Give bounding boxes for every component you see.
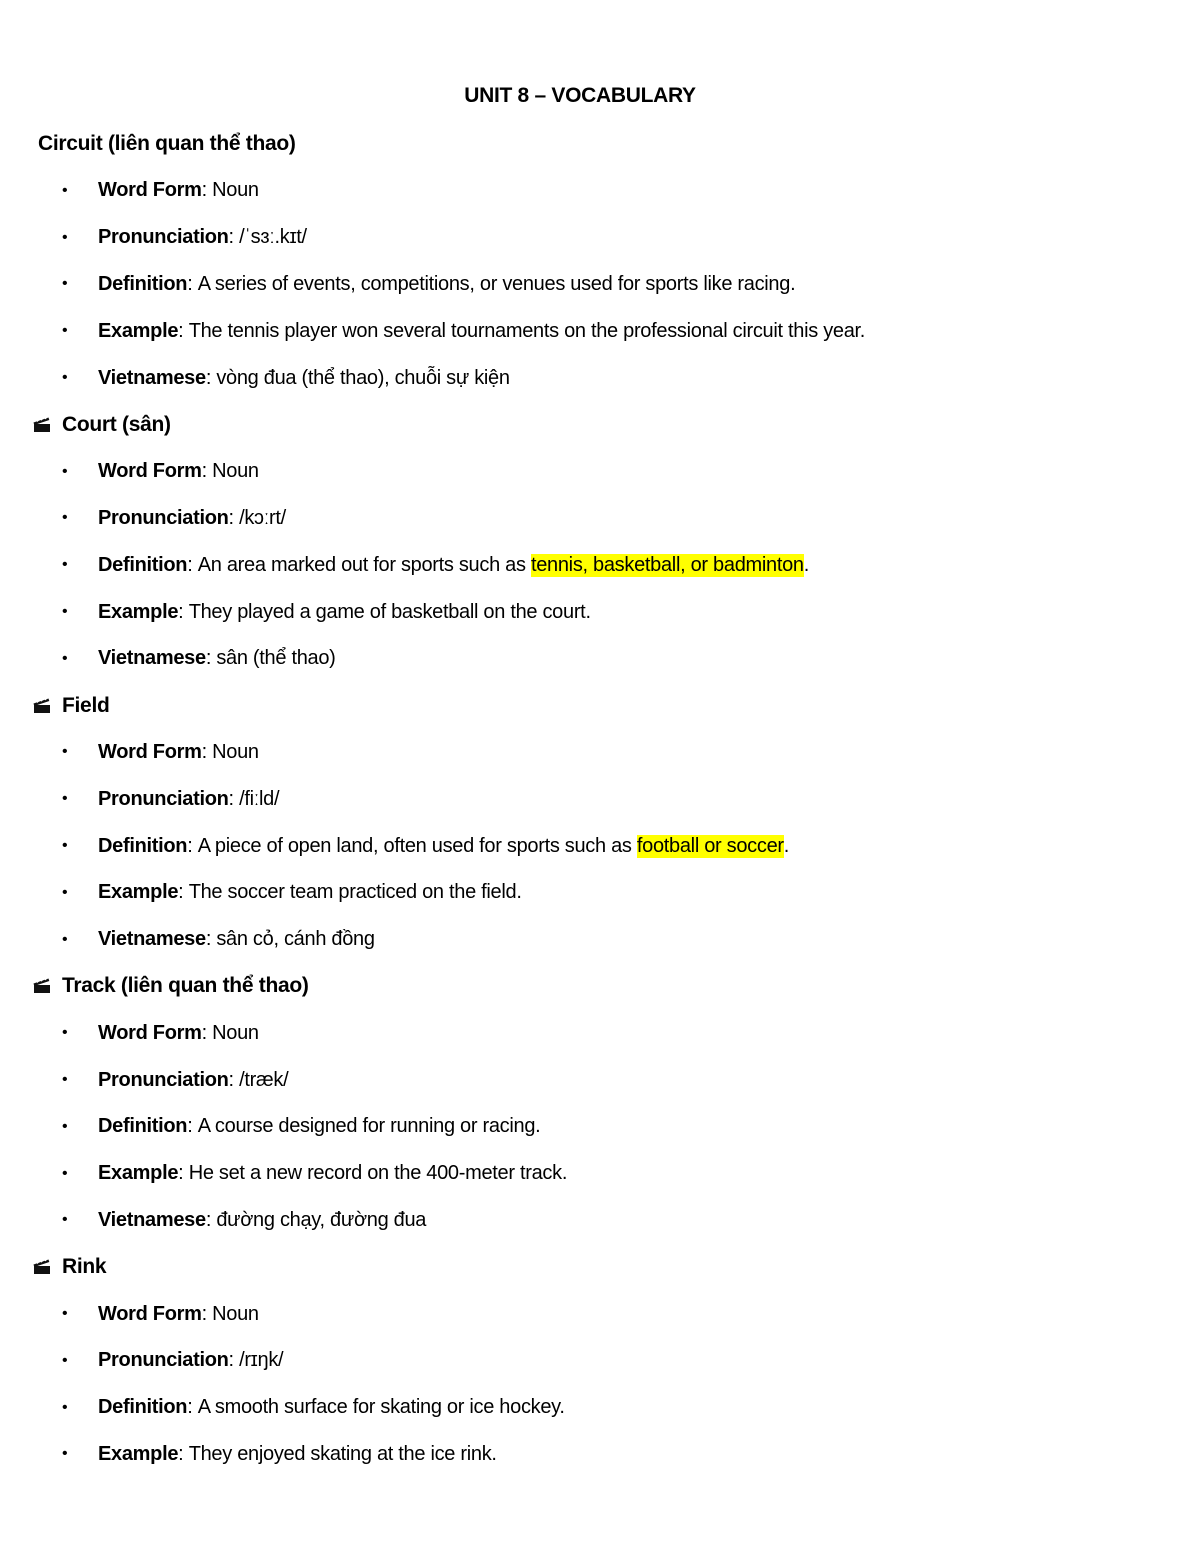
clapperboard-icon [32, 415, 52, 435]
list-item [62, 270, 795, 298]
bullet-icon: • [62, 1305, 68, 1322]
item-value: /kɔːrt/ [239, 506, 286, 529]
item-separator: : [187, 834, 198, 857]
item-value-end: . [803, 553, 810, 576]
item-separator: : [228, 787, 240, 810]
item-label: Pronunciation [98, 787, 229, 810]
bullet-icon: • [62, 790, 68, 808]
bullet-icon: • [62, 603, 68, 620]
item-label: Vietnamese [98, 1208, 206, 1231]
bullet-icon: • [62, 462, 68, 480]
item-value: The tennis player won several tournaments on the professional circuit this year. [188, 319, 866, 342]
item-label: Example [98, 1162, 179, 1185]
item-label: Pronunciation [98, 1349, 229, 1372]
item-label: Vietnamese [98, 647, 206, 670]
item-value: sân (thể thao) [216, 647, 336, 670]
item-value: He set a new record on the 400-meter track. [188, 1162, 568, 1185]
item-label: Word Form [98, 1021, 202, 1044]
item-separator: : [187, 272, 198, 295]
list-item [62, 738, 259, 766]
item-value: Noun [212, 460, 259, 483]
bullet-icon: • [62, 1398, 68, 1416]
section-heading-text: Circuit (liên quan thể thao) [38, 132, 296, 155]
item-label: Definition [98, 1396, 188, 1419]
bullet-icon: • [62, 930, 68, 948]
item-separator: : [228, 226, 240, 249]
bullet-icon: • [62, 883, 68, 901]
bullet-icon: • [62, 275, 68, 293]
item-separator: : [228, 506, 240, 529]
list-item [62, 458, 259, 486]
list-item [62, 1440, 497, 1468]
item-separator: : [205, 647, 217, 670]
item-value: /rɪŋk/ [239, 1349, 284, 1372]
list-item [62, 504, 286, 532]
item-value: The soccer team practiced on the field. [188, 881, 522, 904]
bullet-icon: • [62, 1071, 68, 1088]
item-label: Example [98, 319, 179, 342]
section-heading-text: Field [62, 693, 110, 717]
item-value: A smooth surface for skating or ice hockey. [197, 1396, 565, 1419]
list-item [62, 879, 522, 907]
item-label: Pronunciation [98, 226, 229, 249]
item-value: A series of events, competitions, or venues used for sports like racing. [197, 272, 796, 295]
section-heading [32, 692, 110, 720]
item-value: /ˈsɜː.kɪt/ [239, 226, 307, 249]
item-separator: : [205, 1208, 217, 1231]
list-item [62, 1206, 426, 1234]
item-separator: : [201, 460, 213, 483]
list-item [62, 1066, 288, 1094]
bullet-icon: • [62, 1164, 68, 1182]
bullet-icon: • [62, 1445, 68, 1463]
item-separator: : [178, 319, 189, 342]
bullet-icon: • [62, 837, 68, 854]
item-value: /fiːld/ [239, 787, 280, 810]
item-label: Pronunciation [98, 506, 229, 529]
item-value: Noun [212, 1021, 259, 1044]
bullet-icon: • [62, 556, 68, 574]
list-item [62, 785, 279, 813]
list-item [62, 364, 510, 392]
item-label: Example [98, 881, 179, 904]
section-heading [32, 972, 309, 1000]
item-value: đường chạy, đường đua [216, 1208, 427, 1231]
bullet-icon: • [62, 509, 68, 527]
bullet-icon: • [62, 1351, 68, 1369]
list-item [62, 1300, 259, 1328]
item-value: /træk/ [239, 1068, 289, 1091]
list-item [62, 1019, 259, 1047]
list-item [62, 926, 375, 954]
item-value-end: . [783, 834, 790, 857]
item-label: Word Form [98, 460, 202, 483]
item-separator: : [228, 1349, 240, 1372]
item-value: sân cỏ, cánh đồng [216, 928, 375, 951]
item-separator: : [201, 1021, 213, 1044]
bullet-icon: • [62, 1117, 68, 1135]
item-separator: : [201, 740, 213, 763]
item-label: Word Form [98, 1302, 202, 1325]
list-item [62, 1113, 540, 1141]
item-label: Vietnamese [98, 928, 206, 951]
section-heading-text: Track (liên quan thể thao) [62, 974, 309, 998]
item-label: Definition [98, 834, 188, 857]
item-label: Word Form [98, 740, 202, 763]
bullet-icon: • [62, 369, 68, 386]
item-label: Example [98, 600, 179, 623]
list-item [62, 1347, 283, 1375]
item-label: Word Form [98, 179, 202, 202]
item-separator: : [178, 881, 189, 904]
bullet-icon: • [62, 228, 68, 246]
item-separator: : [205, 366, 217, 389]
bullet-icon: • [62, 1024, 68, 1042]
item-value: An area marked out for sports such as [197, 553, 531, 576]
document-title: UNIT 8 – VOCABULARY [464, 84, 696, 107]
bullet-icon: • [62, 181, 68, 199]
section-heading [32, 1253, 106, 1281]
section-heading [32, 411, 171, 439]
item-value: A piece of open land, often used for sports such as [197, 834, 637, 857]
list-item [62, 645, 336, 673]
item-label: Vietnamese [98, 366, 206, 389]
item-separator: : [178, 1442, 189, 1465]
item-value: vòng đua (thể thao), chuỗi sự kiện [216, 366, 510, 389]
bullet-icon: • [62, 1211, 68, 1229]
item-value: Noun [212, 740, 259, 763]
list-item [62, 224, 307, 252]
item-value: Noun [212, 179, 259, 202]
list-item [62, 317, 865, 345]
item-label: Example [98, 1442, 179, 1465]
item-label: Pronunciation [98, 1068, 229, 1091]
item-value: They enjoyed skating at the ice rink. [188, 1442, 497, 1465]
item-separator: : [187, 1115, 198, 1138]
item-label: Definition [98, 272, 188, 295]
item-value: Noun [212, 1302, 259, 1325]
item-separator: : [205, 928, 217, 951]
item-separator: : [187, 1396, 198, 1419]
list-item [62, 598, 591, 626]
section-heading-text: Court (sân) [62, 412, 171, 436]
item-value: A course designed for running or racing. [197, 1115, 541, 1138]
bullet-icon: • [62, 649, 68, 667]
highlighted-text: tennis, basketball, or badminton [530, 553, 804, 576]
item-separator: : [178, 600, 189, 623]
section-heading-text: Rink [62, 1255, 107, 1279]
item-separator: : [201, 1302, 213, 1325]
highlighted-text: football or soccer [636, 834, 784, 857]
list-item [62, 832, 789, 860]
clapperboard-icon [32, 696, 52, 716]
bullet-icon: • [62, 743, 68, 761]
list-item [62, 177, 259, 205]
list-item [62, 551, 809, 579]
list-item [62, 1160, 567, 1188]
list-item [62, 1394, 565, 1422]
clapperboard-icon [32, 976, 52, 996]
item-separator: : [178, 1162, 189, 1185]
item-separator: : [228, 1068, 240, 1091]
item-separator: : [201, 179, 213, 202]
item-separator: : [187, 553, 198, 576]
section-heading [38, 130, 296, 158]
item-label: Definition [98, 553, 188, 576]
clapperboard-icon [32, 1257, 52, 1277]
item-label: Definition [98, 1115, 188, 1138]
bullet-icon: • [62, 322, 68, 340]
item-value: They played a game of basketball on the court. [188, 600, 591, 623]
